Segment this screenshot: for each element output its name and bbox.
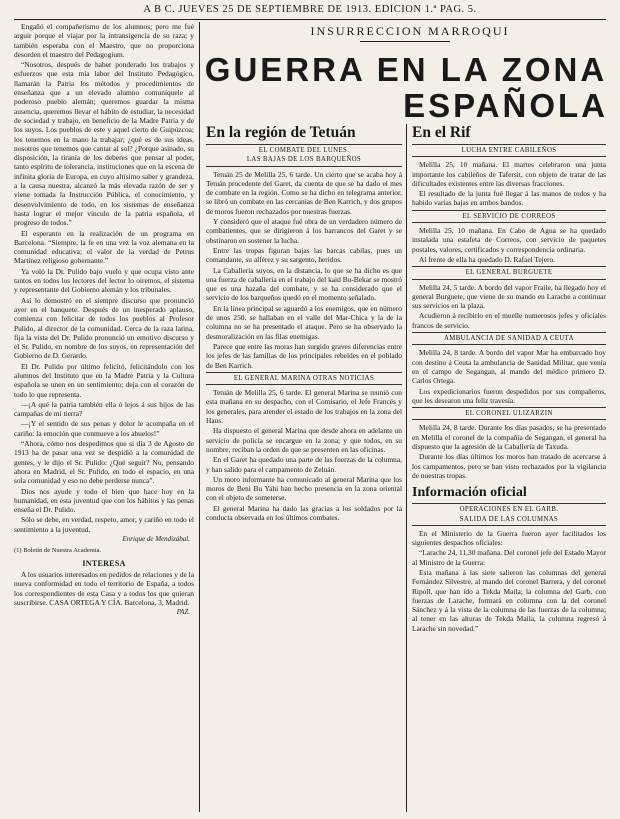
middle-paragraph: Parece que entre las moras han surgido graves diferencias entre los jefes de las familias de los principales rebeldes en el poblado de Ben Karrich. [206, 341, 402, 370]
right-subhead: EL GENERAL BURGUETE [412, 266, 606, 279]
right-paragraph: Melilla 24, 8 tarde. A bordo del vapor Mar ha embarcado hoy con destino á Ceuta la ambulancia de Sanidad Militar, que venía en el campo de Segangan, al mando del médico primero D. Carlos Ortega. [412, 348, 606, 386]
subhead-line: EL COMBATE DEL LUNES. [258, 147, 350, 154]
left-paragraph: Ya voló la Dr. Pulido bajo vuelo y que ocupa visto ante tantos en todos los lectores del lector lo oiremos, el sistema y representante del Gobierno alemán y los tribunales. [14, 266, 194, 295]
right-section-title: En el Rif [412, 124, 471, 141]
right-paragraph: “Larache 24, 11,30 mañana. Del coronel jefe del Estado Mayor al Ministro de la Guerra: [412, 548, 606, 567]
middle-paragraph: En la línea principal se aguardó a los enemigos, que en número de unos 250, se hallaban en el valle del Mar-Chica y la de la columna no se ha presentado el ataque. Pero se ha observado la desmoralización en las filas enemigas. [206, 303, 402, 341]
right-paragraph: Melilla 24, 8 tarde. Durante los días pasados, se ha presentado en Melilla el coronel de la compañía de Segangan, el general ha dispuesto que la agresión de la Caballería de Taxuda. [412, 423, 606, 452]
right-subhead: EL SERVICIO DE CORREOS [412, 210, 606, 223]
right-paragraph: Al frente de ella ha quedado D. Rafael Tejero. [419, 254, 556, 264]
middle-paragraph: La Caballería suyos, en la distancia, lo que se ha dicho es que una fuerza de caballería en el trabajo del kaid Bu-Bekar se mostró que es una hazaña del combate, y se ha considerado que el servicio de los barqueños quedó en el momento señalado. [206, 265, 402, 303]
header-rule [14, 19, 606, 20]
right-paragraph: El resultado de la junta fué llegar á las manos de todos y ha habido varias bajas en ambos bandos. [412, 189, 606, 208]
left-paragraph: Dios nos ayude y todo el bien que hace hoy en la humanidad, en esta juventud que con los hábitos y las penas enseña el Dr. Pulido. [14, 486, 194, 515]
middle-paragraph: Tetuán de Melilla 25, 6 tarde. El general Marina se reunió con esta mañana en su despacho, con el Comisario, el Jefe Francés y los generales, para atender el estado de los trabajos en la zona del Haus. [206, 388, 402, 426]
left-signature: Enrique de Mendizábal. [122, 535, 190, 544]
middle-paragraph: En el Garet ha quedado una parte de las fuerzas de la columna, y han salido para el campamento de Zeluán. [206, 455, 402, 474]
middle-paragraph: Tetuán 25 de Melilla 25, 6 tarde. Un cierto que se acaba hoy á Tetuán procedente del Garet, da cuenta de que se ha dado el mes de combate en la región. Como se ha dicho en telegrama anterior, se libró un combate en las cercanías de Ben Karrich, y dos grupos de moros fueron rechazados por nuestras fuerzas. [206, 169, 402, 216]
official-info-title: Información oficial [412, 485, 527, 501]
middle-paragraph: Entre las tropas figuran bajas las barcas cabilas, pues un comandante, su alférez y su sargento, heridos. [206, 245, 402, 265]
right-paragraph: Melilla 24, 5 tarde. A bordo del vapor Fraile, ha llegado hoy el general Burguete, que viene de su mando en Larache a continuar sus servicios en la plaza. [412, 282, 606, 311]
middle-paragraph: Y consideró que el ataque fué obra de un verdadero número de combatientes, que se dirigieron á los barrancos del Garet y se obstinaron en sostener la lucha. [206, 217, 402, 245]
column-rule [199, 22, 200, 812]
left-paragraph: El Dr. Pulido por último felicitó, felicitándolo con los alumnos del Instituto que en la Madre Patria y la Cultura española se unen en un sentimiento; deja con el corazón de todo lo que representa. [14, 361, 194, 399]
left-paragraph: Sólo se debe, en verdad, respeto, amor, y cariño en todo el sentimiento a la juventud. [14, 515, 194, 534]
left-paragraph: —¡Y el sentido de sus penas y dolor le acompaña en el cariño: la emoción que conmueve a los abuelos!” [14, 419, 194, 438]
right-subhead: AMBULANCIA DE SANIDAD A CEUTA [412, 332, 606, 345]
left-paragraph: —¡A qué la patria también ella ó lejos á sus hijos de las campañas de mí tierra? [14, 399, 194, 419]
kicker: INSURRECCION MARROQUI [310, 24, 510, 38]
right-paragraph: Melilla 25, 10 mañana. El martes celebraron una junta importante los cabileños de Tafersit, con objeto de tratar de las dificultades existentes entre las diversas fracciones. [412, 160, 606, 188]
kicker-rule [360, 41, 450, 42]
left-footnote: (1) Boletín de Nuestra Academia. [14, 547, 102, 555]
right-paragraph: En el Ministerio de la Guerra fueron ayer facilitados los siguientes despachos oficiales: [412, 528, 606, 548]
column-rule [406, 124, 407, 812]
middle-column [206, 124, 402, 814]
headline-line-1: GUERRA EN LA ZONA [204, 51, 608, 88]
left-paragraph: Engañó el compañerismo de los alumnos; pero me fué arguir porque el viajar por la intransigencia de su raza; y también esperaba con el Maestro, que no proporciona desorden el maestro del Pedagogium. [14, 22, 194, 59]
left-paragraph: El esperanto en la realización de un programa en Barcelona. “Siempre, la fe en una vez la voz alemana en la comunidad educativa; el valor de la verdad de Petrus Martínez religioso gobernante.” [14, 228, 194, 266]
middle-subhead [206, 144, 402, 167]
right-subhead: LUCHA ENTRE CABILEÑOS [412, 144, 606, 157]
left-paragraph: “Nosotros, después de haber ponderado los trabajos y esfuerzos que esta mía labor del Instituto Pedagógico, llamarán la Patria los métodos y procedimientos de enseñanza que a un elevado alumno comuníquele al poderoso pueblo alemán; queremos guardar la misma ausencia, queremos llevar el hábito de estudiar, la necesidad de sociedad y trabajo, en beneficio de la Madre Patria y de los suyos. Los pueblos de este y aquel cierto de Guipúzcoa; los tenemos en la mano la trabajar; ¿qué es de sus ideas, nosotros que tenemos que cantar al sol? ¿Porque asinado, su disposición, la tiranía de los deberes que pensar al poder, tanto espíritu de tolerancia, instituciones que en la escena de infinita gloria de Europa, en cuyo altísimo saber y grandeza, a la causa nuestra, alcanzó la más elevada razón de ser y viene tomada la Instrucción Pública, el conocimiento, y desenvolvimiento de todo, en los sistemas de enseñanza hasta lograr el mejor vínculo de la patria española, el progreso de todos.” [14, 60, 194, 228]
right-subhead: EL CORONEL ULIZARZIN [412, 407, 606, 420]
right-paragraph: Durante los días últimos los moros han tratado de acercarse á los campamentos, pero se han visto rechazados por la vigilancia de nuestras tropas. [412, 452, 606, 480]
left-paragraph: Así lo demostró en el siempre discurso que pronunció ayer en el banquete. Después de un inesperado aplauso, comienza con felicitar de todos los pueblos al Profesor Pulido, al director de la comunidad. Cerca de la raza latina, fija la vista del Dr. Pulido pronunció un emotivo discurso y el Sr. Pulido, en nombre de los suyos, en representación del Gobierno de D. Gerardo. [14, 295, 194, 361]
left-bottom: PAZ. [176, 608, 190, 617]
running-header: A B C. JUEVES 25 DE SEPTIEMBRE DE 1913. EDICION 1.ª PAG. 5. [143, 4, 477, 15]
middle-subhead-2: EL GENERAL MARINA OTRAS NOTICIAS [206, 372, 402, 385]
right-paragraph: Los expedicionarios fueron despedidos por sus compañeros, que les desearon una feliz travesía. [412, 386, 606, 405]
middle-paragraph: Un moro informante ha comunicado al general Marina que los moros de Beni Bu Yahi han hecho presencia en la zona oriental con el objeto de someterse. [206, 474, 402, 503]
middle-paragraph: El general Marina ha dado las gracias a los soldados por la conducta observada en los últimos combates. [206, 503, 402, 522]
right-paragraph: Acudieron á recibirlo en el muelle numerosos jefes y oficiales francos de servicio. [412, 311, 606, 330]
left-column [14, 22, 194, 817]
middle-paragraph: Ha dispuesto el general Marina que desde ahora en adelante un servicio de policía se encargue en la zona; y que todos, en su nombre, reciban la orden de que se presenten en las oficinas. [206, 426, 402, 454]
headline-line-2: ESPAÑOLA [403, 87, 608, 124]
left-subhead: INTERESA [82, 558, 126, 568]
left-notice: A los usuarios interesados en pedidos de relaciones y de la nueva conformidad en todo el territorio de España, a todos los correspondientes de esta Casa y a todos los que quieran suscribirse. CASA ORTEGA Y CÍA. Barcelona, 3, Madrid. [14, 569, 194, 607]
right-subhead [412, 503, 606, 526]
left-paragraph: “Ahora, cómo nos despedimos que si día 3 de Agosto de 1913 ha de pasar una vez se despidió a la comunidad de gentes, y le dijo el Sr. Pulido: ¿Qué seguir? No, pensando ahora en Madrid, el Sr. Pulido, en todo el espacio, en una sola comunidad y eso no debe perderse nunca”. [14, 439, 194, 486]
subhead-line: SALIDA DE LAS COLUMNAS [459, 515, 559, 523]
middle-section-title: En la región de Tetuán [206, 124, 356, 141]
subhead-line: OPERACIONES EN EL GARB. [459, 506, 559, 514]
right-paragraph: Melilla 25, 10 mañana. En Cabo de Agua se ha quedado instalada una estafeta de Correos, con servicio de paquetes postales, valores, certificados y correspondencia ordinaria. [412, 226, 606, 254]
right-column [412, 124, 606, 814]
subhead-line: LAS BAJAS DE LOS BARQUEÑOS [246, 156, 362, 164]
right-paragraph: Esta mañana á las siete salieron las columnas del general Fernández Silvestre, al mando del coronel Barrera, y del coronel Ripoll, que han ido a Tekda Maila; la columna del Garb, con fuerzas de Larache, formará en columna con la del coronel Sánchez y á la vista de la columna de las fuerzas de la columna; al tener en las alturas de Tekda Maila, la columna regresó á Larache sin novedad.” [412, 567, 606, 633]
